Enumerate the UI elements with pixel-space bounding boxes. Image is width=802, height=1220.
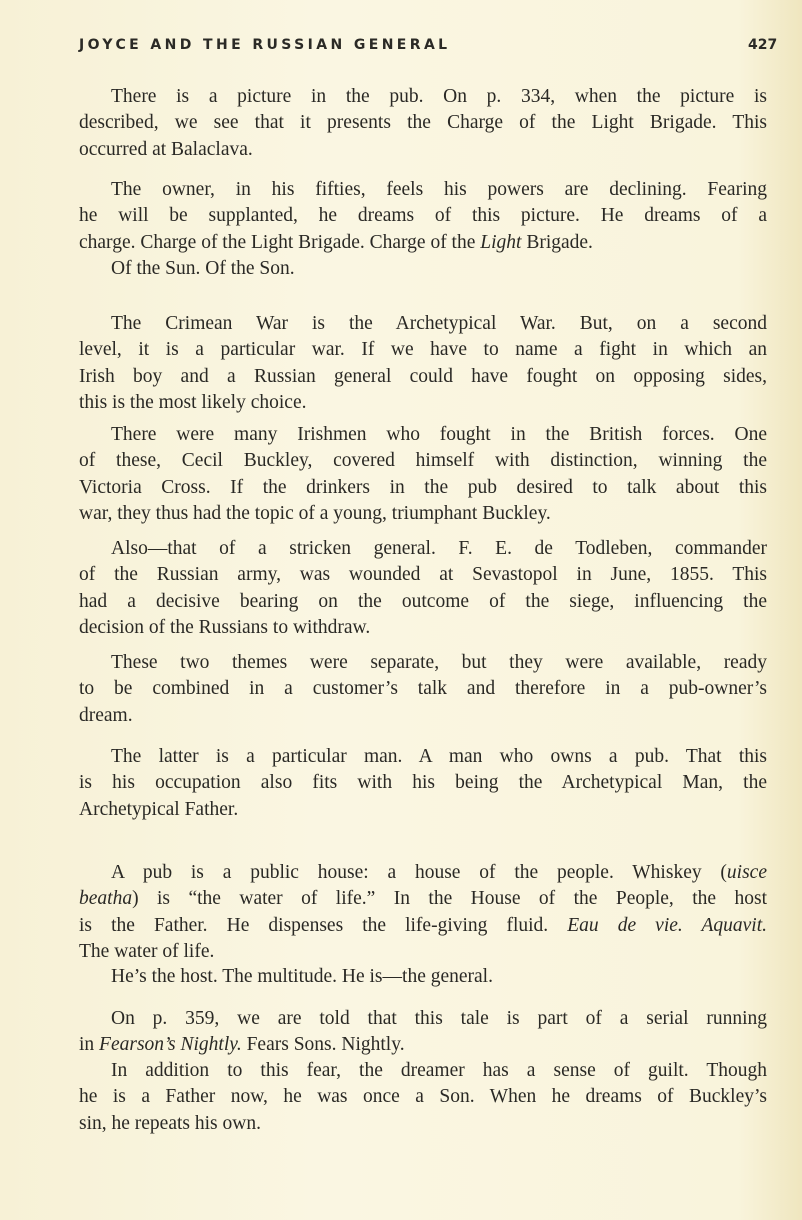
italic-text: beatha bbox=[79, 888, 133, 910]
text-segment: charge. Charge of the Light Brigade. Charge of the bbox=[79, 231, 481, 253]
text-line bbox=[79, 913, 767, 939]
text-segment: had a decisive bearing on the outcome of the siege, influencing the bbox=[79, 590, 767, 612]
text-segment: described, we see that it presents the Charge of the Light Brigade. This bbox=[79, 112, 767, 134]
text-line bbox=[79, 615, 767, 641]
italic-text: Fearson’s Nightly. bbox=[99, 1034, 242, 1056]
text-segment: On p. 359, we are told that this tale is part of a serial running bbox=[111, 1008, 767, 1029]
italic-text: Light bbox=[480, 231, 522, 253]
text-segment: occurred at Balaclava. bbox=[79, 138, 253, 160]
text-line bbox=[79, 137, 767, 163]
text-segment: Victoria Cross. If the drinkers in the pub desired to talk about this bbox=[79, 476, 767, 498]
text-line bbox=[79, 860, 767, 886]
text-line bbox=[79, 744, 767, 770]
text-segment: ) is “the water of life.” In the House of the People, the host bbox=[132, 888, 767, 910]
paragraph bbox=[79, 1006, 767, 1059]
text-segment: is the Father. He dispenses the life-giving fluid. bbox=[79, 914, 568, 936]
text-segment: There were many Irishmen who fought in the British forces. One bbox=[111, 424, 767, 445]
text-line bbox=[79, 1058, 767, 1084]
text-line bbox=[79, 84, 767, 110]
text-line bbox=[79, 589, 767, 615]
paragraph bbox=[79, 84, 767, 163]
paragraph bbox=[79, 744, 767, 823]
text-segment: Brigade. bbox=[521, 231, 593, 253]
paragraph bbox=[79, 964, 767, 990]
text-line bbox=[79, 203, 767, 229]
text-line bbox=[79, 886, 767, 912]
text-line bbox=[79, 676, 767, 702]
text-line bbox=[79, 230, 767, 256]
text-segment: A pub is a public house: a house of the people. Whiskey ( bbox=[111, 862, 727, 883]
text-segment: dream. bbox=[79, 704, 133, 726]
text-segment: he will be supplanted, he dreams of this picture. He dreams of a bbox=[79, 205, 767, 227]
text-segment: Of the Sun. Of the Son. bbox=[111, 258, 295, 279]
text-segment: Fears Sons. Nightly. bbox=[241, 1034, 405, 1056]
paragraph bbox=[79, 177, 767, 256]
text-line bbox=[79, 337, 767, 363]
text-segment: The water of life. bbox=[79, 940, 215, 962]
text-line bbox=[79, 422, 767, 448]
text-line bbox=[79, 390, 767, 416]
text-segment: he is a Father now, he was once a Son. When he dreams of Buckley’s bbox=[79, 1086, 767, 1108]
text-line bbox=[79, 448, 767, 474]
text-segment: The Crimean War is the Archetypical War. But, on a second bbox=[111, 313, 767, 334]
text-line bbox=[79, 1084, 767, 1110]
italic-text: uisce bbox=[726, 862, 767, 883]
text-segment: of the Russian army, was wounded at Sevastopol in June, 1855. This bbox=[79, 564, 767, 586]
paragraph bbox=[79, 311, 767, 416]
text-line bbox=[79, 939, 767, 965]
text-line bbox=[79, 364, 767, 390]
text-segment: of these, Cecil Buckley, covered himself with distinction, winning the bbox=[79, 450, 767, 472]
italic-text: Eau de vie. Aquavit. bbox=[567, 914, 768, 936]
paragraph bbox=[79, 860, 767, 965]
text-line bbox=[79, 501, 767, 527]
text-segment: in bbox=[79, 1034, 100, 1056]
text-segment: The owner, in his fifties, feels his powers are declining. Fearing bbox=[111, 179, 767, 200]
text-line bbox=[79, 1032, 767, 1058]
paragraph bbox=[79, 1058, 767, 1137]
paragraph bbox=[79, 422, 767, 527]
text-line bbox=[79, 311, 767, 337]
paragraph bbox=[79, 256, 767, 282]
text-segment: The latter is a particular man. A man who owns a pub. That this bbox=[111, 746, 767, 767]
text-segment: These two themes were separate, but they were available, ready bbox=[111, 652, 767, 673]
text-segment: is his occupation also fits with his being the Archetypical Man, the bbox=[79, 772, 767, 794]
text-line bbox=[79, 536, 767, 562]
text-segment: Irish boy and a Russian general could have fought on opposing sides, bbox=[79, 365, 767, 387]
text-segment: In addition to this fear, the dreamer has a sense of guilt. Though bbox=[111, 1060, 767, 1081]
text-segment: Also—that of a stricken general. F. E. de Todleben, commander bbox=[111, 538, 767, 559]
text-line bbox=[79, 770, 767, 796]
text-segment: level, it is a particular war. If we have to name a fight in which an bbox=[79, 339, 767, 361]
text-segment: Archetypical Father. bbox=[79, 798, 239, 820]
running-header: JOYCE AND THE RUSSIAN GENERAL bbox=[79, 37, 451, 53]
text-line bbox=[79, 650, 767, 676]
paragraph bbox=[79, 650, 767, 729]
text-line bbox=[79, 110, 767, 136]
text-segment: war, they thus had the topic of a young, triumphant Buckley. bbox=[79, 502, 551, 524]
text-line bbox=[79, 964, 767, 990]
text-line bbox=[79, 562, 767, 588]
text-segment: He’s the host. The multitude. He is—the general. bbox=[111, 966, 493, 987]
text-line bbox=[79, 1111, 767, 1137]
text-line bbox=[79, 177, 767, 203]
text-segment: this is the most likely choice. bbox=[79, 391, 307, 413]
text-line bbox=[79, 703, 767, 729]
text-segment: decision of the Russians to withdraw. bbox=[79, 616, 371, 638]
text-segment: There is a picture in the pub. On p. 334, when the picture is bbox=[111, 86, 767, 107]
text-line bbox=[79, 256, 767, 282]
text-line bbox=[79, 475, 767, 501]
paragraph bbox=[79, 536, 767, 641]
text-line bbox=[79, 797, 767, 823]
text-segment: sin, he repeats his own. bbox=[79, 1112, 261, 1134]
text-line bbox=[79, 1006, 767, 1032]
text-segment: to be combined in a customer’s talk and therefore in a pub-owner’s bbox=[79, 678, 767, 700]
page-number: 427 bbox=[748, 37, 778, 53]
